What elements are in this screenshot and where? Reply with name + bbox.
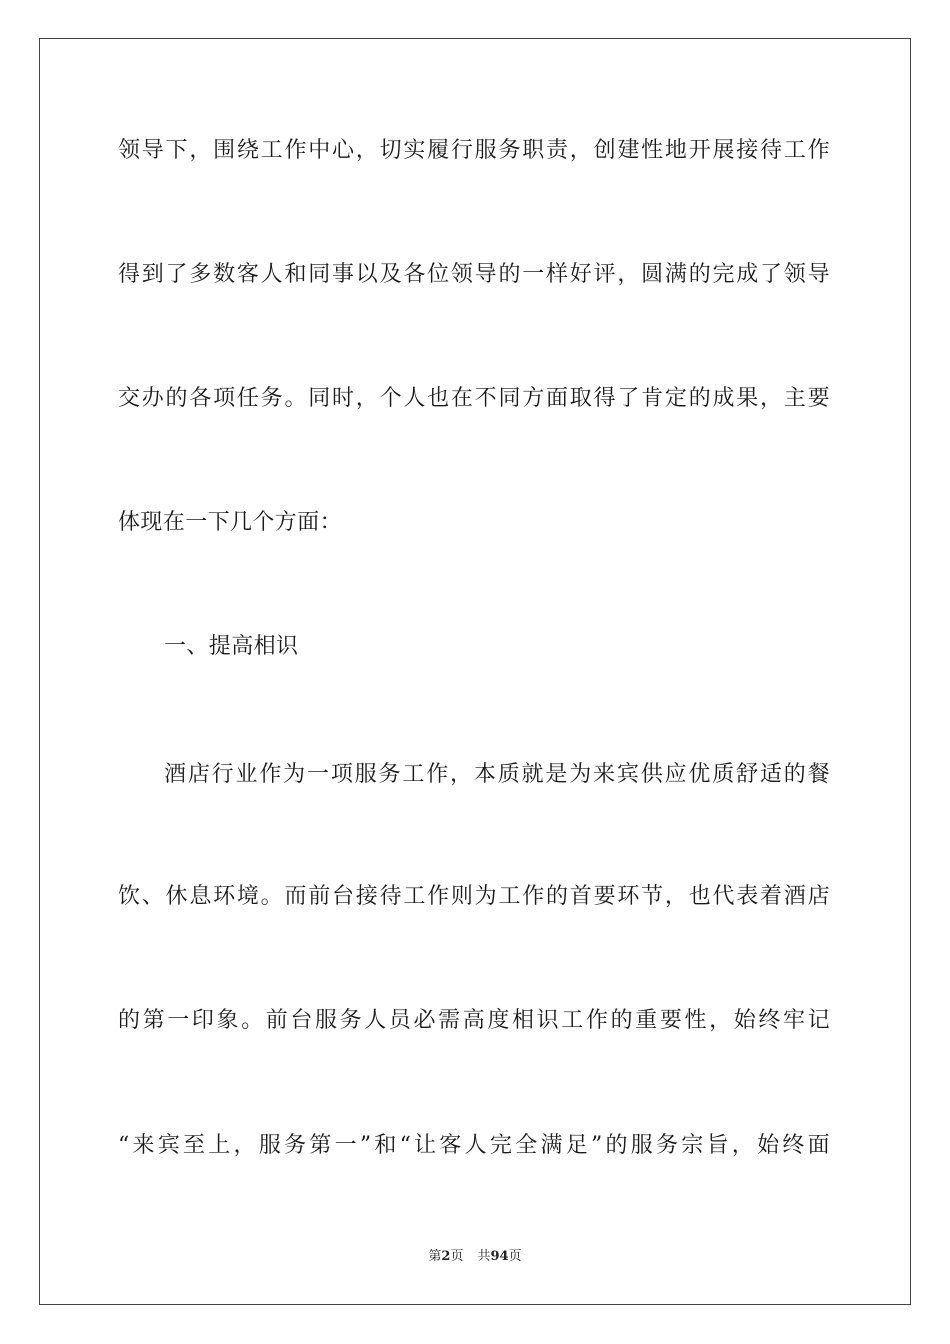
page-border (39, 38, 911, 1305)
footer-page-number: 2 (441, 1249, 451, 1264)
body-text-line-2: 得到了多数客人和同事以及各位领导的一样好评，圆满的完成了领导 (118, 262, 830, 287)
body-text-line-8: 的第一印象。前台服务人员必需高度相识工作的重要性，始终牢记 (118, 1008, 830, 1033)
body-text-line-6: 酒店行业作为一项服务工作，本质就是为来宾供应优质舒适的餐 (164, 762, 830, 787)
body-text-line-3: 交办的各项任务。同时，个人也在不同方面取得了肯定的成果，主要 (118, 386, 830, 411)
footer-page-prefix: 第 (428, 1249, 442, 1264)
footer-total-prefix: 共 (477, 1249, 491, 1264)
body-text-line-1: 领导下，围绕工作中心，切实履行服务职责，创建性地开展接待工作 (118, 138, 830, 163)
page-footer (0, 1248, 950, 1266)
footer-page-suffix: 页 (450, 1249, 464, 1264)
body-text-line-9: “来宾至上，服务第一”和“让客人完全满足”的服务宗旨，始终面 (118, 1133, 830, 1158)
body-text-line-4: 体现在一下几个方面： (118, 510, 343, 535)
footer-total-suffix: 页 (508, 1249, 522, 1264)
body-text-line-7: 饮、休息环境。而前台接待工作则为工作的首要环节，也代表着酒店 (118, 884, 830, 909)
footer-total-pages: 94 (490, 1249, 509, 1264)
section-heading: 一、提高相识 (164, 634, 299, 659)
